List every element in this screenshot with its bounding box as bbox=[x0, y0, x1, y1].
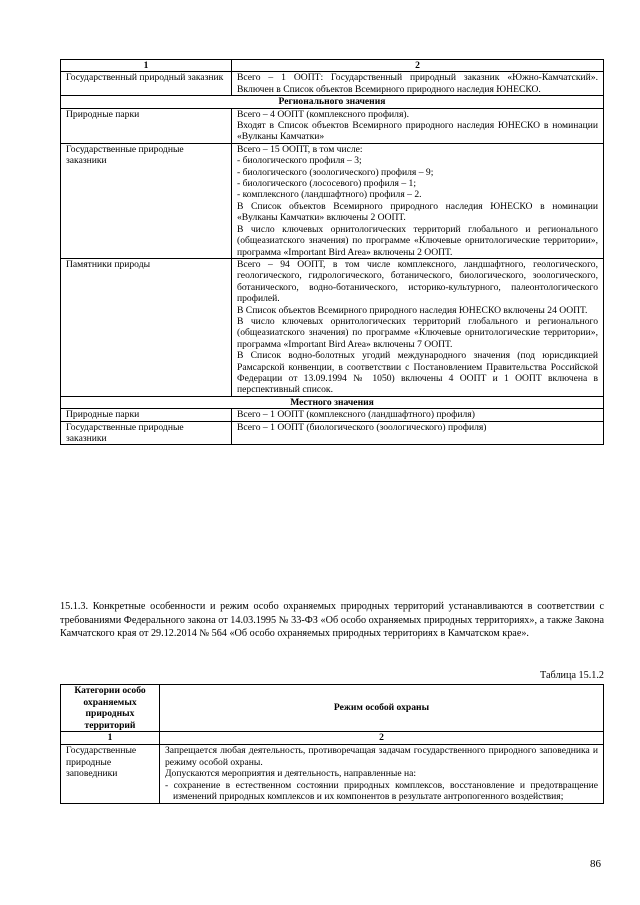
description-line: - биологического (лососевого) профиля – 1; bbox=[237, 178, 417, 190]
category-cell: Государственные природные заказники bbox=[61, 143, 232, 258]
table-row bbox=[61, 108, 604, 143]
table-row bbox=[61, 72, 604, 96]
description-line: Всего – 4 ООПТ (комплексного профиля). bbox=[237, 108, 409, 120]
description-cell: Всего – 1 ООПТ (комплексного (ландшафтного) профиля) bbox=[232, 409, 604, 421]
category-cell: Памятники природы bbox=[61, 258, 232, 396]
description-cell bbox=[232, 143, 604, 258]
regime-line: - сохранение в естественном состоянии природных комплексов, восстановление и предотвращение изменений природных комплексов и их компонентов в результате антропогенного воздействия; bbox=[165, 779, 598, 803]
description-line: В Список водно-болотных угодий международного значения (под юрисдикцией Рамсарской конвенции, в соответствии с Постановлением Правительства Российской Федерации от 13.09.1994 № 1050) включены 4 ООПТ и 1 ООПТ включена в перспективный список. bbox=[237, 350, 598, 396]
description-cell: Всего – 1 ООПТ (биологического (зоологического) профиля) bbox=[232, 421, 604, 445]
description-line: Всего – 94 ООПТ, в том числе комплексного, ландшафтного, геологического, геологического, гидрологического, ботанического, биологического, зоологического, ботанического, водно-ботанического, историко-культурного, палеонтологического профилей. bbox=[237, 258, 598, 305]
description-line: В число ключевых орнитологических территорий глобального и регионального (общеазиатского значения) по программе «Ключевые орнитологические территории», программа «Important Bird Area» включены 7 ООПТ. bbox=[237, 315, 598, 350]
protected-areas-table bbox=[60, 59, 604, 445]
category-cell: Государственный природный заказник bbox=[61, 72, 232, 96]
table-row bbox=[61, 421, 604, 445]
category-cell: Государственные природные заказники bbox=[61, 421, 232, 445]
column-number-2: 2 bbox=[232, 60, 604, 72]
protection-regime-table bbox=[60, 684, 604, 804]
table-caption: Таблица 15.1.2 bbox=[540, 670, 604, 681]
description-line: В Список объектов Всемирного природного наследия ЮНЕСКО включены 24 ООПТ. bbox=[237, 304, 588, 316]
column-number-2: 2 bbox=[160, 732, 604, 745]
regime-line: Запрещается любая деятельность, противоречащая задачам государственного природного заповедника и режиму особой охраны. bbox=[165, 744, 598, 768]
regime-line: Допускаются мероприятия и деятельность, направленные на: bbox=[165, 768, 417, 780]
column-number-1: 1 bbox=[61, 732, 160, 745]
table-row bbox=[61, 143, 604, 258]
table-row bbox=[61, 258, 604, 396]
description-cell bbox=[232, 258, 604, 396]
category-cell: Государственные природные заповедники bbox=[61, 744, 160, 803]
table-row bbox=[61, 744, 604, 803]
column-number-1: 1 bbox=[61, 60, 232, 72]
category-cell: Природные парки bbox=[61, 409, 232, 421]
description-line: - биологического (зоологического) профиля – 9; bbox=[237, 166, 434, 178]
section-header-local: Местного значения bbox=[61, 396, 604, 408]
category-cell: Природные парки bbox=[61, 108, 232, 143]
table-row bbox=[61, 409, 604, 421]
description-cell bbox=[232, 108, 604, 143]
header-regime: Режим особой охраны bbox=[160, 685, 604, 732]
page-number: 86 bbox=[590, 858, 601, 870]
description-line: В Список объектов Всемирного природного наследия ЮНЕСКО в номинации «Вулканы Камчатки» включены 2 ООПТ. bbox=[237, 200, 598, 224]
description-cell: Всего – 1 ООПТ: Государственный природный заказник «Южно-Камчатский». Включен в Список объектов Всемирного природного наследия ЮНЕСКО. bbox=[232, 72, 604, 96]
regime-cell bbox=[160, 744, 604, 803]
description-line: Всего – 15 ООПТ, в том числе: bbox=[237, 143, 363, 155]
description-line: - комплексного (ландшафтного) профиля – 2. bbox=[237, 189, 422, 201]
description-line: - биологического профиля – 3; bbox=[237, 155, 362, 167]
description-line: Входят в Список объектов Всемирного природного наследия ЮНЕСКО в номинации «Вулканы Камчатки» bbox=[237, 120, 598, 143]
header-category: Категории особо охраняемых природных территорий bbox=[61, 685, 160, 732]
section-header-regional: Регионального значения bbox=[61, 96, 604, 108]
section-paragraph: 15.1.3. Конкретные особенности и режим особо охраняемых природных территорий устанавливаются в соответствии с требованиями Федерального закона от 14.03.1995 № 33-ФЗ «Об особо охраняемых природных территориях», а также Закона Камчатского края от 29.12.2014 № 564 «Об особо охраняемых природных территориях в Камчатском крае». bbox=[60, 601, 604, 640]
description-line: В число ключевых орнитологических территорий глобального и регионального (общеазиатского значения) по программе «Ключевые орнитологические территории», программа «Important Bird Area» включены 2 ООПТ. bbox=[237, 223, 598, 258]
